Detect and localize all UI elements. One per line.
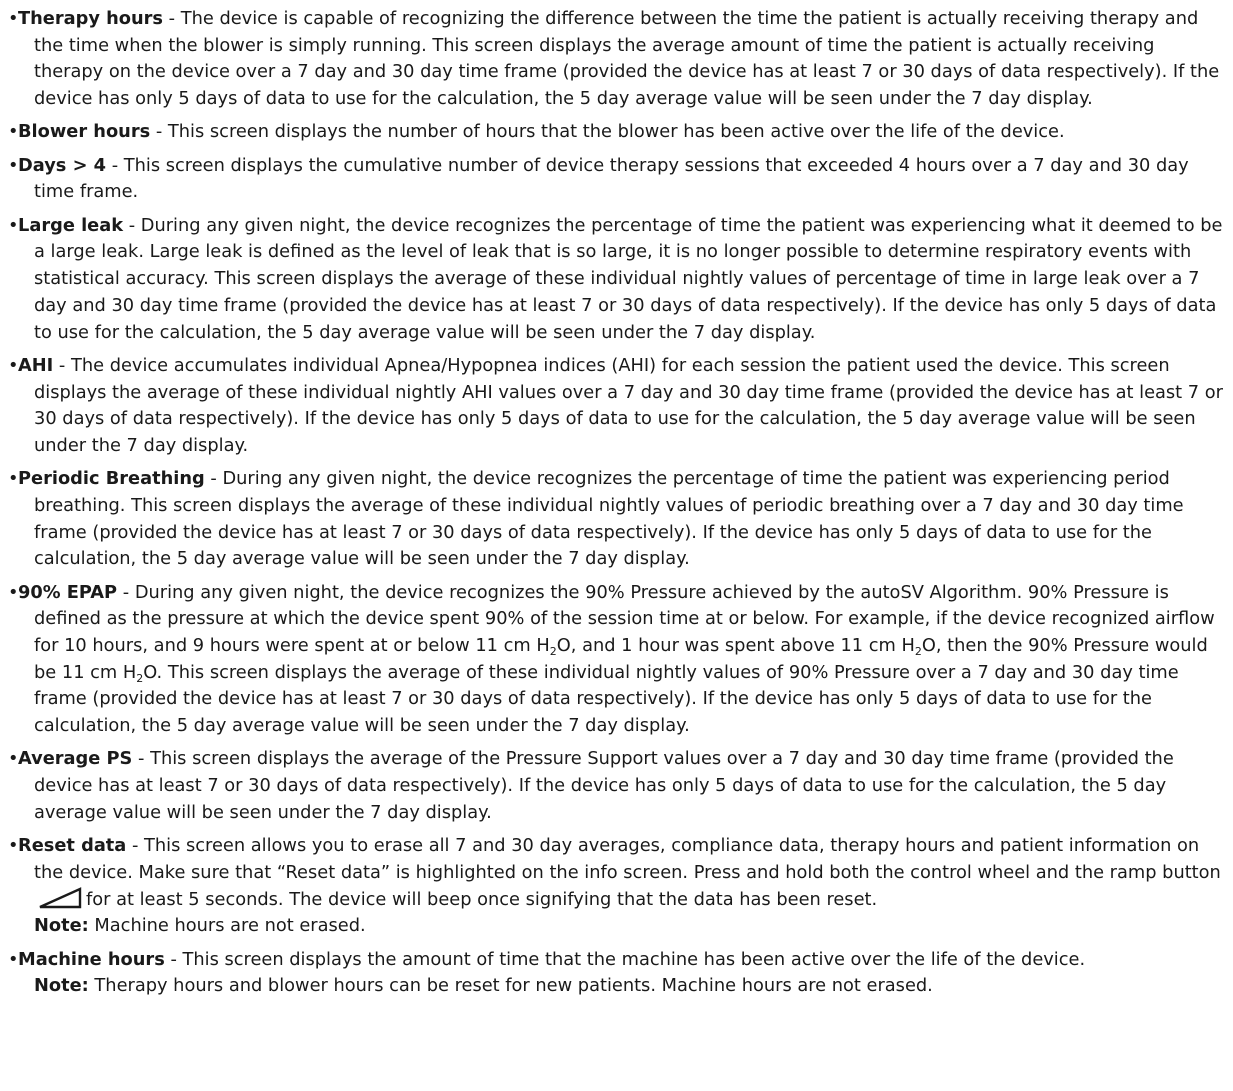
description: - The device is capable of recognizing the difference between the time the patient is actually receiving therapy and the time when the blower is simply running. This screen displays the average amount of time the patient is actually receiving therapy on the device over a 7 day and 30 day time frame (provided the device has at least 7 or 30 days of data respectively). If the device has only 5 days of data to use for the calculation, the 5 day average value will be seen under the 7 day display. bbox=[34, 8, 1220, 110]
term: Therapy hours bbox=[18, 8, 164, 29]
term: Periodic Breathing bbox=[18, 468, 205, 490]
bullet: • bbox=[8, 748, 19, 770]
subscript: 2 bbox=[549, 645, 557, 659]
list-item-90-epap bbox=[8, 580, 1226, 740]
ramp-icon bbox=[38, 887, 82, 909]
description-part: - During any given night, the device recognizes the 90% Pressure achieved by the autoSV Algorithm. 90% Pressure is defined as the pressure at which the device spent 90% of the session time at or below. For example, if the device recognized airflow for 10 hours, and 9 hours were spent at or below 11 cm H bbox=[34, 581, 1215, 657]
term: 90% EPAP bbox=[18, 581, 118, 603]
description: - The device accumulates individual Apnea/Hypopnea indices (AHI) for each session the patient used the device. This screen displays the average of these individual nightly AHI values over a 7 day and 30 day time frame (provided the device has at least 7 or 30 days of data respectively). If the device has only 5 days of data to use for the calculation, the 5 day average value will be seen under the 7 day display. bbox=[34, 354, 1223, 456]
description: - During any given night, the device recognizes the percentage of time the patient was experiencing what it deemed to be a large leak. Large leak is defined as the level of leak that is so large, it is no longer possible to determine respiratory events with statistical accuracy. This screen displays the average of these individual nightly values of percentage of time in large leak over a 7 day and 30 day time frame (provided the device has at least 7 or 30 days of data respectively). If the device has only 5 days of data to use for the calculation, the 5 day average value will be seen under the 7 day display. bbox=[34, 214, 1223, 343]
list-item-reset-data bbox=[8, 833, 1226, 940]
description: - This screen displays the number of hours that the blower has been active over the life of the device. bbox=[150, 121, 1065, 143]
term: Blower hours bbox=[18, 121, 151, 143]
bullet: • bbox=[8, 214, 19, 236]
term: Machine hours bbox=[18, 948, 165, 970]
list-item-blower-hours bbox=[8, 119, 1226, 146]
description: - During any given night, the device recognizes the percentage of time the patient was experiencing period breathing. This screen displays the average of these individual nightly values of periodic breathing over a 7 day and 30 day time frame (provided the device has at least 7 or 30 days of data respectively). If the device has only 5 days of data to use for the calculation, the 5 day average value will be seen under the 7 day display. bbox=[34, 468, 1184, 570]
bullet: • bbox=[8, 121, 19, 143]
description-part: O. This screen displays the average of these individual nightly values of 90% Pressure over a 7 day and 30 day time frame (provided the device has at least 7 or 30 days of data respectively). If the device has only 5 days of data to use for the calculation, the 5 day average value will be seen under the 7 day display. bbox=[34, 661, 1179, 737]
note-text: Therapy hours and blower hours can be reset for new patients. Machine hours are not erased. bbox=[88, 975, 933, 997]
term: Large leak bbox=[18, 214, 124, 236]
note-label: Note: bbox=[34, 915, 89, 937]
bullet: • bbox=[8, 948, 19, 970]
list-item-ahi bbox=[8, 353, 1226, 460]
subscript: 2 bbox=[914, 645, 922, 659]
term: Days > 4 bbox=[18, 154, 107, 176]
term: AHI bbox=[18, 354, 54, 376]
list-item-large-leak bbox=[8, 213, 1226, 347]
description-part: O, then the 90% Pressure would be 11 cm H bbox=[34, 635, 1208, 683]
document-body bbox=[8, 6, 1226, 1007]
description-part: for at least 5 seconds. The device will beep once signifying that the data has been reset. bbox=[86, 888, 878, 910]
bullet: • bbox=[8, 354, 19, 376]
bullet: • bbox=[8, 468, 19, 490]
term: Average PS bbox=[18, 748, 133, 770]
list-item-therapy-hours bbox=[8, 6, 1226, 113]
note-label: Note: bbox=[34, 975, 89, 997]
description-part: O, and 1 hour was spent above 11 cm H bbox=[556, 635, 915, 657]
description: - This screen displays the cumulative number of device therapy sessions that exceeded 4 hours over a 7 day and 30 day time frame. bbox=[34, 154, 1189, 203]
bullet: • bbox=[8, 835, 19, 857]
list-item-average-ps bbox=[8, 746, 1226, 826]
term: Reset data bbox=[18, 835, 127, 857]
subscript: 2 bbox=[136, 671, 144, 685]
note-text: Machine hours are not erased. bbox=[88, 915, 366, 937]
description: - This screen displays the average of the Pressure Support values over a 7 day and 30 day time frame (provided the device has at least 7 or 30 days of data respectively). If the device has only 5 days of data to use for the calculation, the 5 day average value will be seen under the 7 day display. bbox=[34, 748, 1174, 823]
description: - This screen displays the amount of time that the machine has been active over the life of the device. bbox=[164, 948, 1086, 970]
bullet: • bbox=[8, 154, 19, 176]
list-item-machine-hours bbox=[8, 947, 1226, 1000]
list-item-days-over-4 bbox=[8, 153, 1226, 206]
bullet: • bbox=[8, 8, 19, 29]
description-part: - This screen allows you to erase all 7 and 30 day averages, compliance data, therapy hours and patient information on the device. Make sure that “Reset data” is highlighted on the info screen. Press and hold both the control wheel and the ramp button bbox=[34, 835, 1221, 883]
bullet: • bbox=[8, 581, 19, 603]
list-item-periodic-breathing bbox=[8, 466, 1226, 573]
